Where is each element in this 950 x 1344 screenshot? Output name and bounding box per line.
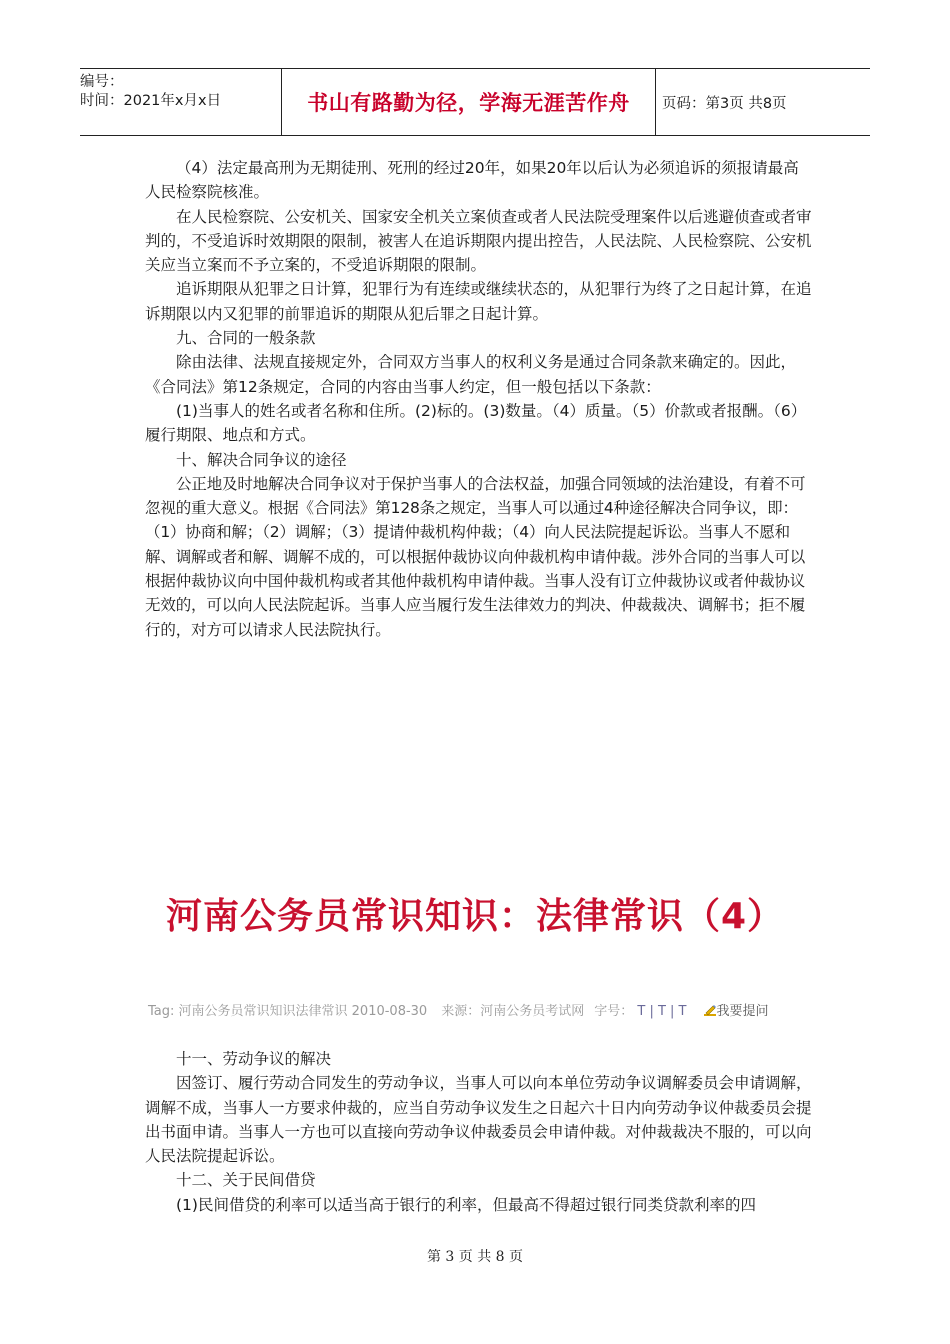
page-footer: 第 3 页 共 8 页 — [426, 1249, 524, 1265]
paragraph: 因签订、履行劳动合同发生的劳动争议，当事人可以向本单位劳动争议调解委员会申请调解，调解不成，当事人一方要求仲裁的，应当自劳动争议发生之日起六十日内向劳动争议仲裁委员会提出书面申请。当事人一方也可以直接向劳动争议仲裁委员会申请仲裁。对仲裁裁决不服的，可以向人民法院提起诉讼。 — [145, 1074, 812, 1166]
article-source: 来源：河南公务员考试网 — [441, 1004, 585, 1019]
article-meta — [148, 1000, 813, 1024]
ask-question-link[interactable]: 我要提问 — [716, 1004, 769, 1019]
bottom-body-text — [145, 1047, 813, 1217]
code-label: 编号： — [80, 74, 124, 90]
time-label: 时间：2021年x月x日 — [80, 93, 222, 109]
section-heading: 九、合同的一般条款 — [176, 329, 316, 348]
section-heading: 十、解决合同争议的途径 — [176, 450, 347, 469]
header-motto-cell — [282, 69, 656, 135]
font-size-label: 字号： — [594, 1004, 634, 1019]
top-body-text — [145, 156, 813, 642]
document-header — [80, 68, 870, 136]
header-page-info: 页码：第3页 共8页 — [662, 95, 787, 112]
header-motto: 书山有路勤为径，学海无涯苦作舟 — [307, 91, 630, 115]
pencil-icon[interactable] — [703, 1002, 717, 1016]
paragraph: (1)当事人的姓名或者名称和住所。(2)标的。(3)数量。（4）质量。（5）价款或者报酬。（6）履行期限、地点和方式。 — [145, 401, 807, 445]
section-heading: 十二、关于民间借贷 — [176, 1171, 316, 1190]
paragraph: 追诉期限从犯罪之日计算，犯罪行为有连续或继续状态的，从犯罪行为终了之日起计算，在追诉期限以内又犯罪的前罪追诉的期限从犯后罪之日起计算。 — [145, 280, 812, 323]
paragraph: 除由法律、法规直接规定外，合同双方当事人的权利义务是通过合同条款来确定的。因此，《合同法》第12条规定，合同的内容由当事人约定，但一般包括以下条款： — [145, 353, 797, 396]
paragraph: （4）法定最高刑为无期徒刑、死刑的经过20年，如果20年以后认为必须追诉的须报请最高人民检察院核准。 — [145, 159, 799, 202]
article-tag[interactable]: Tag: 河南公务员常识知识法律常识 2010-08-30 — [148, 1004, 428, 1019]
font-size-options[interactable]: T | T | T — [637, 1004, 687, 1019]
paragraph: 在人民检察院、公安机关、国家安全机关立案侦查或者人民法院受理案件以后逃避侦查或者审判的，不受追诉时效期限的限制，被害人在追诉期限内提出控告，人民法院、人民检察院、公安机关应当立案而不予立案的，不受追诉期限的限制。 — [145, 207, 812, 275]
section-heading: 十一、劳动争议的解决 — [176, 1050, 332, 1068]
article-title: 河南公务员常识知识：法律常识（4） — [165, 896, 785, 937]
header-meta — [80, 69, 282, 135]
paragraph: 公正地及时地解决合同争议对于保护当事人的合法权益，加强合同领域的法治建设，有着不可忽视的重大意义。根据《合同法》第128条之规定，当事人可以通过4种途径解决合同争议，即：（1）协商和解；（2）调解；（3）提请仲裁机构仲裁；（4）向人民法院提起诉讼。当事人不愿和解、调解或者和解、调解不成的，可以根据仲裁协议向仲裁机构申请仲裁。涉外合同的当事人可以根据仲裁协议向中国仲裁机构或者其他仲裁机构申请仲裁。当事人没有订立仲裁协议或者仲裁协议无效的，可以向人民法院起诉。当事人应当履行发生法律效力的判决、仲裁裁决、调解书；拒不履行的，对方可以请求人民法院执行。 — [145, 474, 806, 639]
paragraph: (1)民间借贷的利率可以适当高于银行的利率，但最高不得超过银行同类贷款利率的四 — [176, 1195, 756, 1214]
